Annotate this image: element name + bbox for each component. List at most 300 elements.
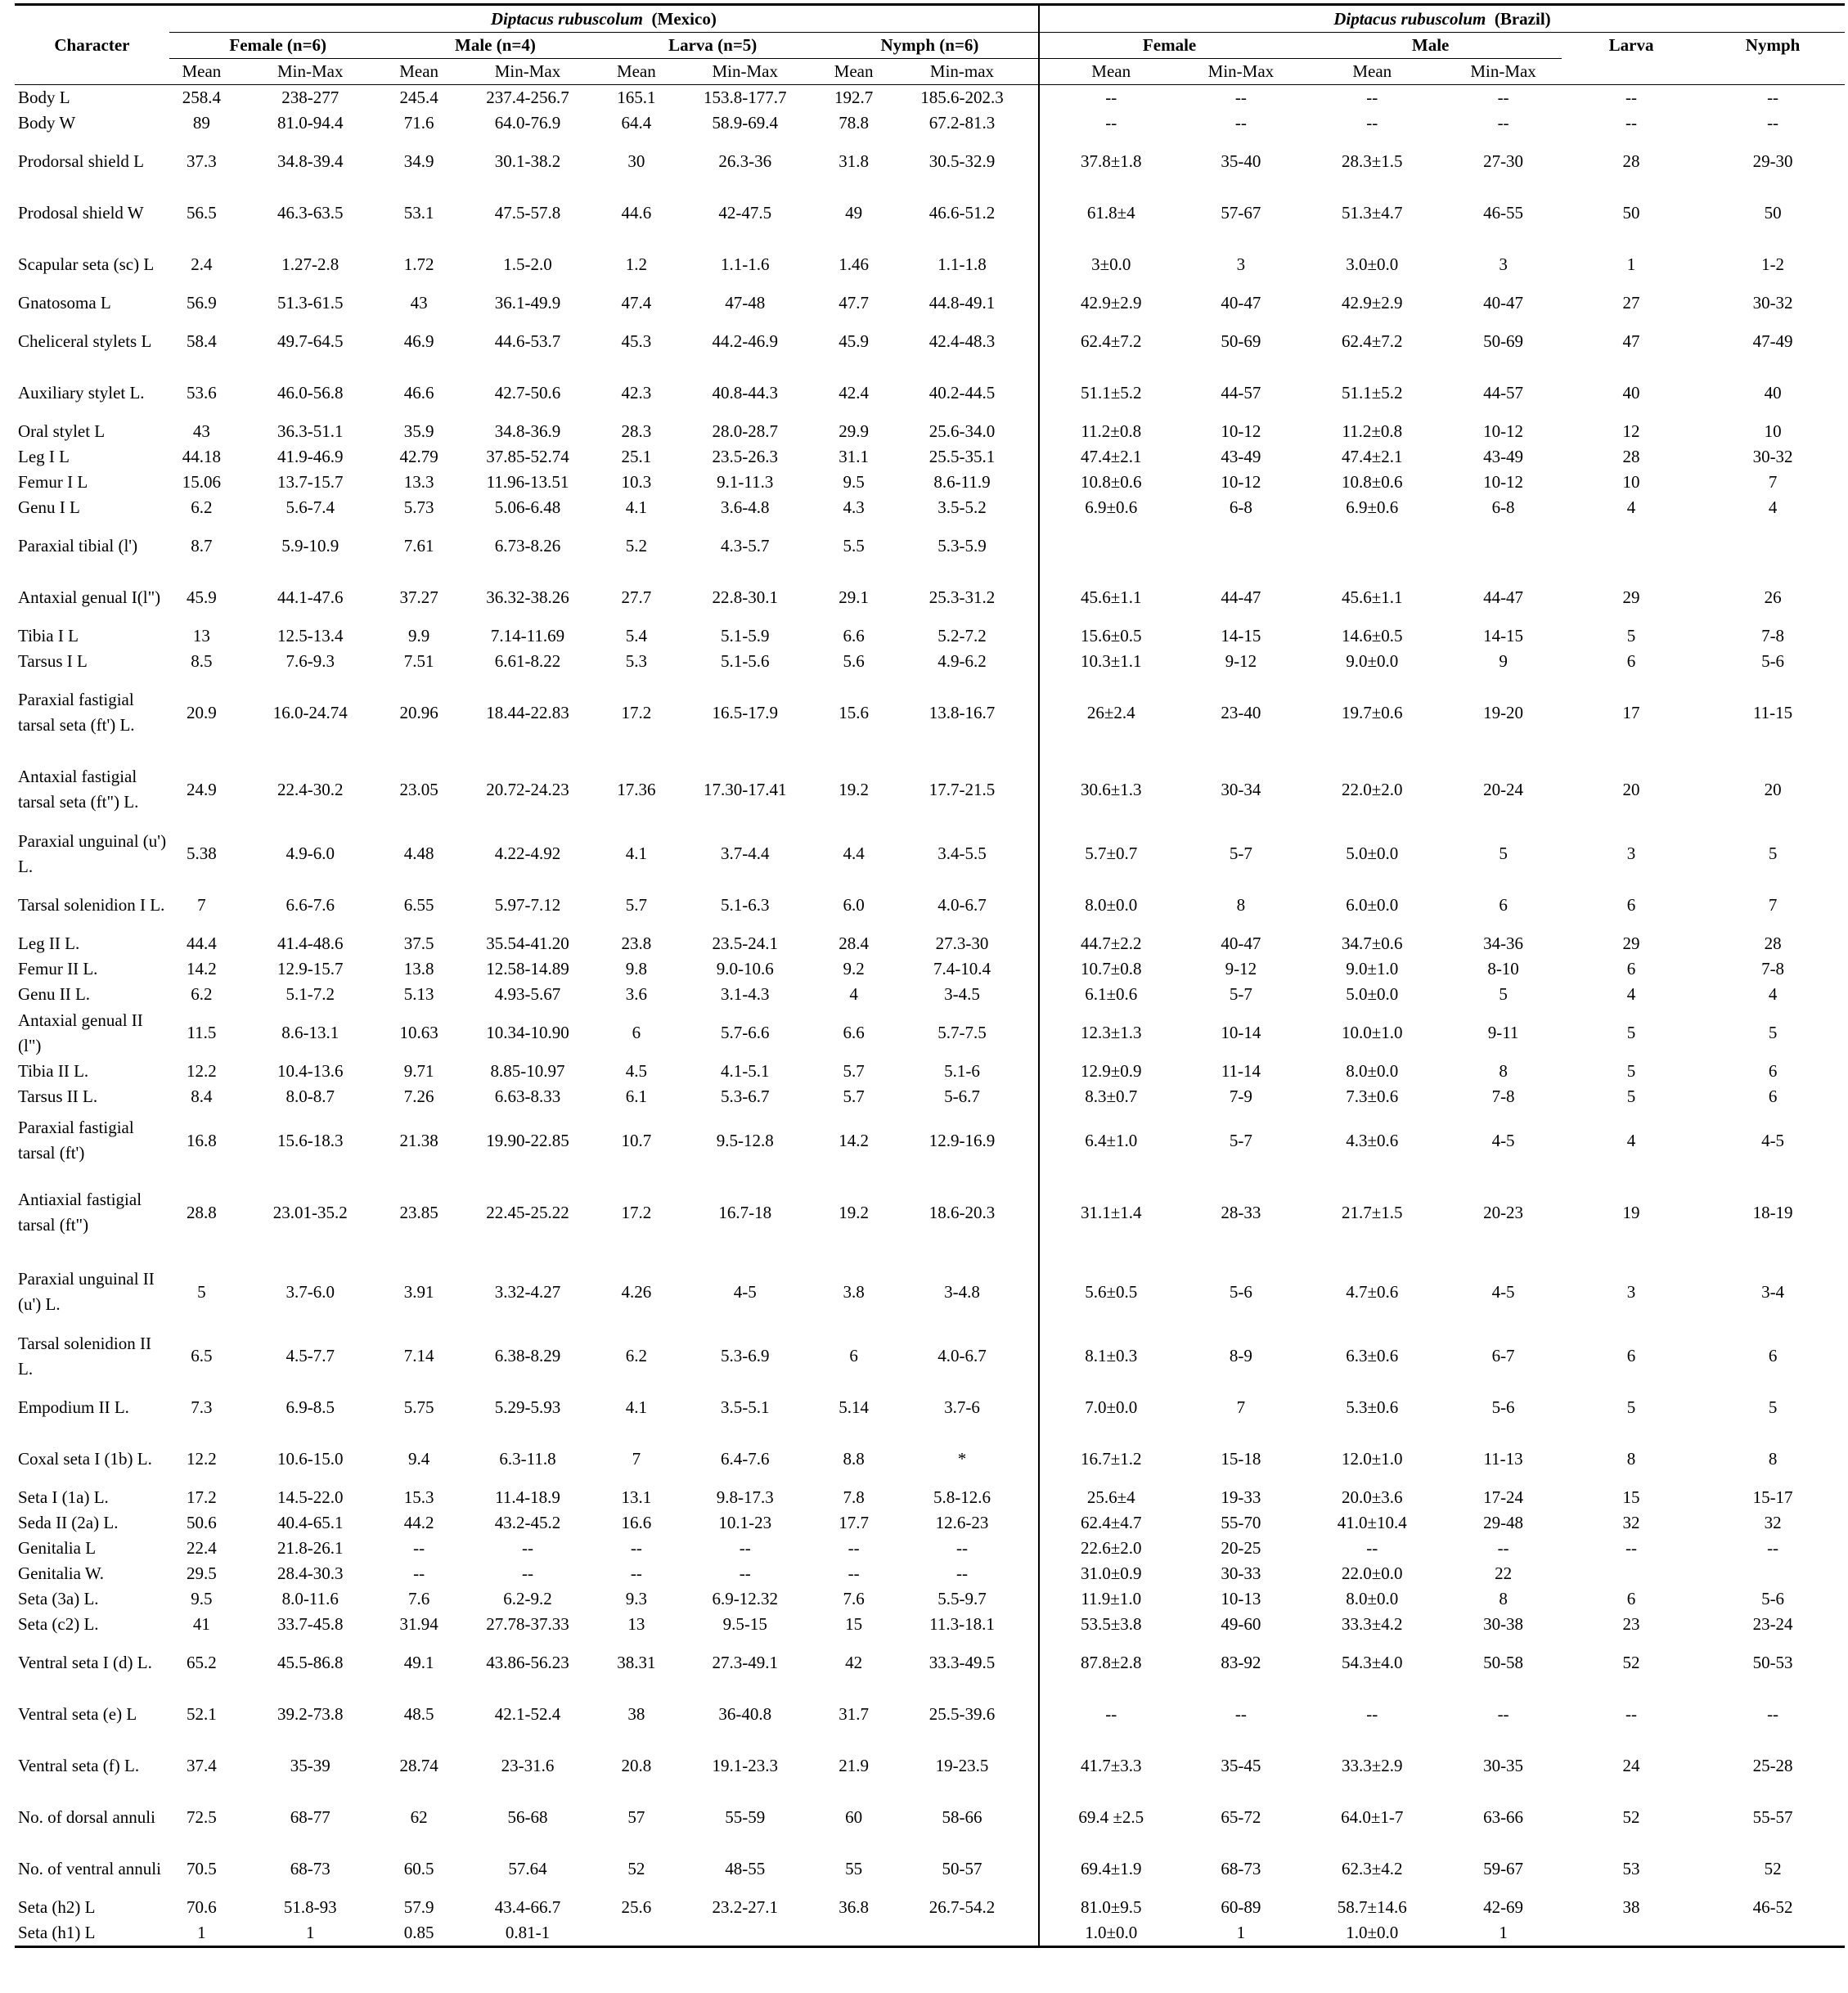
value-cell: 4.7±0.6	[1346, 1281, 1399, 1302]
value-cell: 50	[1622, 203, 1640, 223]
value-cell: 30-34	[1221, 779, 1261, 799]
value-cell: 41.4-48.6	[277, 934, 344, 953]
value-cell: 60	[845, 1807, 863, 1827]
value-cell: 17.30-17.41	[703, 779, 787, 799]
value-cell: 3.91	[403, 1281, 434, 1302]
value-cell: 21.7±1.5	[1341, 1202, 1403, 1222]
value-cell: --	[1234, 1704, 1247, 1724]
value-cell: --	[848, 1563, 860, 1583]
value-cell: 30	[627, 151, 645, 171]
value-cell: 8.6-11.9	[886, 470, 1039, 495]
value-cell: 48-55	[725, 1859, 766, 1878]
value-cell: 0.81-1	[452, 1920, 605, 1947]
value-cell: 7	[1236, 1397, 1246, 1417]
character-cell: Coxal seta I (1b) L.	[18, 1449, 152, 1469]
value-cell: 27.7	[621, 587, 652, 607]
value-cell: 22.6±2.0	[1080, 1538, 1142, 1558]
value-cell	[604, 1920, 668, 1947]
value-cell: --	[739, 1538, 751, 1558]
subheader: Min-Max	[668, 59, 821, 85]
value-cell: 7	[632, 1449, 641, 1469]
value-cell: 44-57	[1221, 383, 1261, 403]
value-cell: 42.7-50.6	[494, 383, 561, 403]
value-cell: 35-39	[290, 1756, 330, 1775]
value-cell: 42.9±2.9	[1080, 293, 1142, 313]
value-cell: 31.94	[399, 1614, 438, 1634]
value-cell: 26	[1764, 587, 1782, 607]
character-cell: Seta (c2) L.	[18, 1614, 99, 1634]
value-cell: 28.4-30.3	[277, 1563, 344, 1583]
character-cell: Prodorsal shield L	[18, 151, 144, 171]
value-cell: 20-25	[1221, 1538, 1261, 1558]
value-cell: 57.9	[403, 1897, 434, 1917]
value-cell: 7.0±0.0	[1085, 1397, 1138, 1417]
value-cell: 6.1	[625, 1086, 647, 1106]
value-cell: 7.61	[403, 536, 434, 556]
value-cell: 87.8±2.8	[1080, 1653, 1142, 1672]
value-cell: 7.4-10.4	[886, 956, 1039, 982]
value-cell: 1.0±0.0	[1039, 1920, 1183, 1947]
value-cell: 40	[1622, 383, 1640, 403]
value-cell: 165.1	[617, 88, 656, 107]
value-cell: 6.2-9.2	[503, 1589, 552, 1608]
table-row	[15, 1612, 1845, 1637]
value-cell: 45.5-86.8	[277, 1653, 344, 1672]
value-cell: 1.5-2.0	[503, 254, 552, 274]
value-cell: 8	[1626, 1449, 1636, 1469]
value-cell: 5-7	[1229, 844, 1252, 863]
character-cell: Paraxial fastigial tarsal (ft')	[18, 1118, 134, 1163]
value-cell: --	[1366, 88, 1378, 107]
value-cell: 5.7	[843, 1086, 865, 1106]
value-cell: 6.9±0.6	[1085, 497, 1138, 517]
value-cell: 7-8	[1761, 626, 1785, 646]
value-cell: 42.1-52.4	[494, 1704, 561, 1724]
value-cell: 35.54-41.20	[486, 934, 569, 953]
value-cell: 71.6	[403, 113, 434, 133]
value-cell: 4-5	[1491, 1281, 1515, 1302]
value-cell: 5.13	[403, 984, 434, 1004]
value-cell: 38	[627, 1704, 645, 1724]
character-cell: Paraxial unguinal (u') L.	[18, 830, 167, 876]
value-cell	[1039, 520, 1183, 572]
character-cell: Body W	[18, 113, 76, 133]
character-cell: Antaxial genual I(l")	[18, 587, 161, 607]
value-cell: 4	[1626, 497, 1636, 517]
value-cell: --	[886, 1536, 1039, 1561]
value-cell: 6	[1626, 1346, 1636, 1365]
value-cell: 69.4±1.9	[1080, 1859, 1142, 1878]
value-cell: 49	[845, 203, 863, 223]
value-cell: 38	[1622, 1897, 1640, 1917]
value-cell: 57-67	[1221, 203, 1261, 223]
value-cell: 15.6	[839, 702, 869, 722]
table-row	[15, 623, 1845, 649]
value-cell: 5.8-12.6	[886, 1485, 1039, 1510]
value-cell: 17.2	[187, 1487, 217, 1507]
value-cell: 14-15	[1483, 626, 1524, 646]
value-cell: 18.44-22.83	[486, 702, 569, 722]
value-cell: 23.05	[399, 779, 438, 799]
value-cell: 34.9	[403, 151, 434, 171]
value-cell: 5-7	[1229, 1130, 1252, 1150]
table-row	[15, 1485, 1845, 1510]
value-cell: 4	[1768, 984, 1778, 1004]
value-cell: 53	[1622, 1859, 1640, 1878]
character-cell: Leg I L	[18, 447, 70, 466]
value-cell: 13.7-15.7	[277, 472, 344, 492]
value-cell: 43	[192, 421, 210, 441]
value-cell	[1445, 520, 1562, 572]
value-cell: 6-8	[1491, 497, 1515, 517]
value-cell: 60-89	[1221, 1897, 1261, 1917]
value-cell: 5.73	[403, 497, 434, 517]
table-row	[15, 1689, 1845, 1740]
stage-header: Nymph	[1701, 33, 1845, 85]
value-cell: 11-15	[1752, 702, 1793, 722]
subheader: Mean	[821, 59, 886, 85]
value-cell: 3-4.5	[886, 982, 1039, 1007]
value-cell: 42-69	[1483, 1897, 1524, 1917]
value-cell: 64.4	[621, 113, 652, 133]
value-cell: 20.9	[187, 702, 217, 722]
value-cell: 52	[1622, 1807, 1640, 1827]
value-cell: 46-52	[1752, 1897, 1793, 1917]
value-cell: *	[886, 1433, 1039, 1485]
value-cell: 5-6	[1491, 1397, 1515, 1417]
value-cell: 11.2±0.8	[1342, 421, 1403, 441]
value-cell: 51.8-93	[283, 1897, 337, 1917]
value-cell: --	[1625, 1538, 1638, 1558]
value-cell: 13.8	[403, 959, 434, 979]
value-cell: 19.90-22.85	[486, 1130, 569, 1150]
value-cell: 45.9	[839, 331, 869, 351]
value-cell: 1	[1445, 1920, 1562, 1947]
value-cell: --	[1366, 1704, 1378, 1724]
value-cell: 55-70	[1221, 1513, 1261, 1532]
value-cell: 6	[1626, 651, 1636, 671]
value-cell: 5.1-7.2	[286, 984, 335, 1004]
value-cell: 6.6	[843, 626, 865, 646]
value-cell: 5.6-7.4	[286, 497, 335, 517]
brazil-group-header: Diptacus rubuscolum (Brazil)	[1039, 5, 1845, 33]
value-cell: 5.7-6.6	[720, 1023, 770, 1042]
value-cell: 23	[1622, 1614, 1640, 1634]
value-cell: 44.1-47.6	[277, 587, 344, 607]
value-cell: 42	[845, 1653, 863, 1672]
character-cell: Gnatosoma L	[18, 293, 111, 313]
table-row	[15, 520, 1845, 572]
value-cell: 52	[627, 1859, 645, 1878]
value-cell: 28.0-28.7	[712, 421, 778, 441]
value-cell: 27	[1622, 293, 1640, 313]
value-cell: 36.8	[839, 1897, 869, 1917]
value-cell: 20-23	[1483, 1202, 1524, 1222]
value-cell: 62.4±7.2	[1080, 331, 1142, 351]
value-cell: --	[1497, 1538, 1509, 1558]
character-cell: Antaxial fastigial tarsal seta (ft") L.	[18, 767, 139, 812]
value-cell: 58.7±14.6	[1337, 1897, 1407, 1917]
value-cell: 9.5-12.8	[716, 1130, 774, 1150]
value-cell: 3-4.8	[886, 1253, 1039, 1330]
value-cell: 7.3±0.6	[1346, 1086, 1399, 1106]
value-cell: 9	[1499, 651, 1508, 671]
table-row	[15, 1382, 1845, 1433]
value-cell: 58-66	[886, 1792, 1039, 1843]
value-cell: --	[1366, 113, 1378, 133]
value-cell: 31.0±0.9	[1080, 1563, 1142, 1583]
value-cell: 12.9-16.9	[886, 1109, 1039, 1172]
value-cell: 1	[234, 1920, 387, 1947]
value-cell: 8-10	[1487, 959, 1519, 979]
value-cell: --	[630, 1563, 642, 1583]
value-cell: 5.5	[843, 536, 865, 556]
value-cell: 5.3-6.7	[720, 1086, 770, 1106]
character-cell: Tibia II L.	[18, 1061, 89, 1081]
value-cell: 59-67	[1483, 1859, 1524, 1878]
value-cell: 8.1±0.3	[1085, 1346, 1138, 1365]
value-cell: 6	[1626, 1589, 1636, 1608]
character-cell: Seta (h2) L	[18, 1897, 96, 1917]
character-cell: Body L	[18, 88, 70, 107]
value-cell: 9-12	[1225, 959, 1257, 979]
value-cell: 33.3±4.2	[1341, 1614, 1403, 1634]
table-row	[15, 880, 1845, 931]
value-cell: 15.6-18.3	[277, 1130, 344, 1150]
subheader: Mean	[169, 59, 234, 85]
value-cell: 7.6	[408, 1589, 430, 1608]
value-cell: 245.4	[399, 88, 438, 107]
character-cell: No. of ventral annuli	[18, 1859, 161, 1878]
value-cell: 5.06-6.48	[494, 497, 561, 517]
value-cell: 9.0-10.6	[716, 959, 774, 979]
value-cell: 10.8±0.6	[1341, 472, 1403, 492]
value-cell: 9.0±0.0	[1346, 651, 1399, 671]
value-cell: 12.58-14.89	[486, 959, 569, 979]
value-cell: --	[1497, 88, 1509, 107]
value-cell: 6	[1768, 1086, 1778, 1106]
value-cell	[821, 1920, 886, 1947]
value-cell: 10-12	[1483, 421, 1524, 441]
value-cell: 5.1-5.9	[720, 626, 770, 646]
value-cell: 7	[197, 895, 206, 915]
value-cell: 10.1-23	[718, 1513, 772, 1532]
value-cell: --	[1105, 1704, 1117, 1724]
character-cell: Prodosal shield W	[18, 203, 144, 223]
value-cell: 70.6	[187, 1897, 217, 1917]
value-cell	[1562, 1561, 1701, 1586]
value-cell: 12.0±1.0	[1341, 1449, 1403, 1469]
value-cell: 50-53	[1752, 1653, 1793, 1672]
value-cell: 32	[1622, 1513, 1640, 1532]
value-cell: 42.9±2.9	[1341, 293, 1403, 313]
value-cell: 46-55	[1483, 203, 1524, 223]
value-cell: 43.2-45.2	[494, 1513, 561, 1532]
value-cell: 28.3	[621, 421, 652, 441]
subheader: Mean	[604, 59, 668, 85]
value-cell: 64.0-76.9	[494, 113, 561, 133]
value-cell: 3.0±0.0	[1346, 254, 1399, 274]
value-cell: 46.6-51.2	[886, 187, 1039, 239]
value-cell: 42-47.5	[718, 203, 772, 223]
value-cell: 9.4	[408, 1449, 430, 1469]
table-row	[15, 110, 1845, 136]
value-cell: 49-60	[1221, 1614, 1261, 1634]
value-cell: 237.4-256.7	[486, 88, 569, 107]
table-row	[15, 828, 1845, 880]
value-cell	[668, 1920, 821, 1947]
value-cell: 20.72-24.23	[486, 779, 569, 799]
value-cell: 4.22-4.92	[494, 844, 561, 863]
value-cell: 1-2	[1761, 254, 1785, 274]
value-cell: 20.8	[621, 1756, 652, 1775]
value-cell: 9-11	[1487, 1023, 1519, 1042]
value-cell: 23.85	[399, 1202, 438, 1222]
value-cell: 8.7	[191, 536, 213, 556]
value-cell: 5	[1768, 1023, 1778, 1042]
value-cell: 12.6-23	[886, 1510, 1039, 1536]
value-cell: 6	[632, 1023, 641, 1042]
value-cell: 19.1-23.3	[712, 1756, 778, 1775]
value-cell: 36.1-49.9	[494, 293, 561, 313]
value-cell: 3.7-6	[886, 1382, 1039, 1433]
character-cell: Cheliceral stylets L	[18, 331, 152, 351]
value-cell: 31.7	[839, 1704, 869, 1724]
value-cell: 5.4	[625, 626, 647, 646]
value-cell: 5.3-5.9	[886, 520, 1039, 572]
value-cell: 28.4	[839, 934, 869, 953]
value-cell: 30-38	[1483, 1614, 1524, 1634]
value-cell: 6.3±0.6	[1346, 1346, 1399, 1365]
value-cell: 9-12	[1225, 651, 1257, 671]
value-cell: 8.8	[843, 1449, 865, 1469]
table-row	[15, 136, 1845, 187]
value-cell: 7.3	[191, 1397, 213, 1417]
value-cell: 5.5-9.7	[886, 1586, 1039, 1612]
value-cell: 7.6	[843, 1589, 865, 1608]
value-cell: 78.8	[839, 113, 869, 133]
value-cell: 8.5	[191, 651, 213, 671]
character-cell: Seta (3a) L.	[18, 1589, 99, 1608]
value-cell: 5.0±0.0	[1346, 984, 1399, 1004]
value-cell: 5-6	[1761, 1589, 1785, 1608]
value-cell: 5-6.7	[886, 1084, 1039, 1109]
value-cell: 8-9	[1229, 1346, 1252, 1365]
value-cell: 29	[1622, 587, 1640, 607]
value-cell: --	[1366, 1538, 1378, 1558]
value-cell: 44.18	[182, 447, 222, 466]
value-cell: 30.6±1.3	[1080, 779, 1142, 799]
table-row	[15, 1561, 1845, 1586]
value-cell: 60.5	[403, 1859, 434, 1878]
value-cell: 8.4	[191, 1086, 213, 1106]
value-cell: 21.8-26.1	[277, 1538, 344, 1558]
value-cell: 8	[1768, 1449, 1778, 1469]
stage-header: Larva	[1562, 33, 1701, 85]
value-cell: 6.1±0.6	[1085, 984, 1138, 1004]
value-cell: 33.3±2.9	[1341, 1756, 1403, 1775]
value-cell: 5.29-5.93	[494, 1397, 561, 1417]
value-cell: 9.3	[625, 1589, 647, 1608]
value-cell: 23-31.6	[501, 1756, 555, 1775]
value-cell: 1	[1183, 1920, 1300, 1947]
value-cell	[1562, 1920, 1701, 1947]
value-cell: 5.3-6.9	[720, 1346, 770, 1365]
character-cell: Genitalia L	[18, 1538, 97, 1558]
value-cell: 40.4-65.1	[277, 1513, 344, 1532]
value-cell: 15-17	[1752, 1487, 1793, 1507]
subheader: Min-Max	[234, 59, 387, 85]
value-cell: 11.3-18.1	[886, 1612, 1039, 1637]
value-cell: 6.6	[843, 1023, 865, 1042]
value-cell: --	[1497, 113, 1509, 133]
value-cell: 57	[627, 1807, 645, 1827]
value-cell: 3.7-4.4	[720, 844, 770, 863]
value-cell: 19.7±0.6	[1341, 702, 1403, 722]
value-cell: 34.8-36.9	[494, 421, 561, 441]
table-row	[15, 1637, 1845, 1689]
value-cell: 4.1	[625, 844, 647, 863]
value-cell: 56.5	[187, 203, 217, 223]
value-cell: 5	[1626, 1397, 1636, 1417]
value-cell: 51.1±5.2	[1341, 383, 1403, 403]
value-cell: 23-40	[1221, 702, 1261, 722]
value-cell: 51.1±5.2	[1080, 383, 1142, 403]
value-cell: 6.5	[191, 1346, 213, 1365]
value-cell: 62.3±4.2	[1341, 1859, 1403, 1878]
value-cell: 36.32-38.26	[486, 587, 569, 607]
value-cell: 20	[1764, 779, 1782, 799]
value-cell: 47	[1622, 331, 1640, 351]
value-cell: 23.2-27.1	[712, 1897, 778, 1917]
value-cell: 10.4-13.6	[277, 1061, 344, 1081]
stage-header: Female (n=6)	[169, 33, 387, 59]
table-row	[15, 85, 1845, 111]
table-row	[15, 1843, 1845, 1895]
value-cell: 29-48	[1483, 1513, 1524, 1532]
value-cell: 28	[1622, 151, 1640, 171]
value-cell: 5.7-7.5	[886, 1007, 1039, 1059]
value-cell: 16.7±1.2	[1080, 1449, 1142, 1469]
value-cell: 6	[1626, 959, 1636, 979]
value-cell: 43.86-56.23	[486, 1653, 569, 1672]
character-cell: Ventral seta (e) L	[18, 1704, 137, 1724]
value-cell: 8.0±0.0	[1346, 1061, 1399, 1081]
measurements-table	[15, 3, 1845, 1948]
value-cell: 4-5	[1491, 1130, 1515, 1150]
table-row	[15, 1084, 1845, 1109]
value-cell: 53.1	[403, 203, 434, 223]
value-cell: 47.7	[839, 293, 869, 313]
value-cell: 37.5	[403, 934, 434, 953]
value-cell: 61.8±4	[1086, 203, 1135, 223]
value-cell: 7	[1768, 895, 1778, 915]
value-cell: 30-33	[1221, 1563, 1261, 1583]
value-cell: 16.8	[187, 1130, 217, 1150]
value-cell: 20-24	[1483, 779, 1524, 799]
value-cell: 5	[197, 1281, 206, 1302]
value-cell: 62.4±4.7	[1080, 1513, 1142, 1532]
value-cell: 45.6±1.1	[1080, 587, 1142, 607]
value-cell: 6	[1626, 895, 1636, 915]
value-cell: 5	[1499, 984, 1508, 1004]
character-cell: Tarsal solenidion II L.	[18, 1333, 151, 1379]
value-cell: 1.46	[839, 254, 869, 274]
value-cell: 50-69	[1483, 331, 1524, 351]
value-cell: 55-57	[1752, 1807, 1793, 1827]
table-row	[15, 982, 1845, 1007]
value-cell: 46.6	[403, 383, 434, 403]
